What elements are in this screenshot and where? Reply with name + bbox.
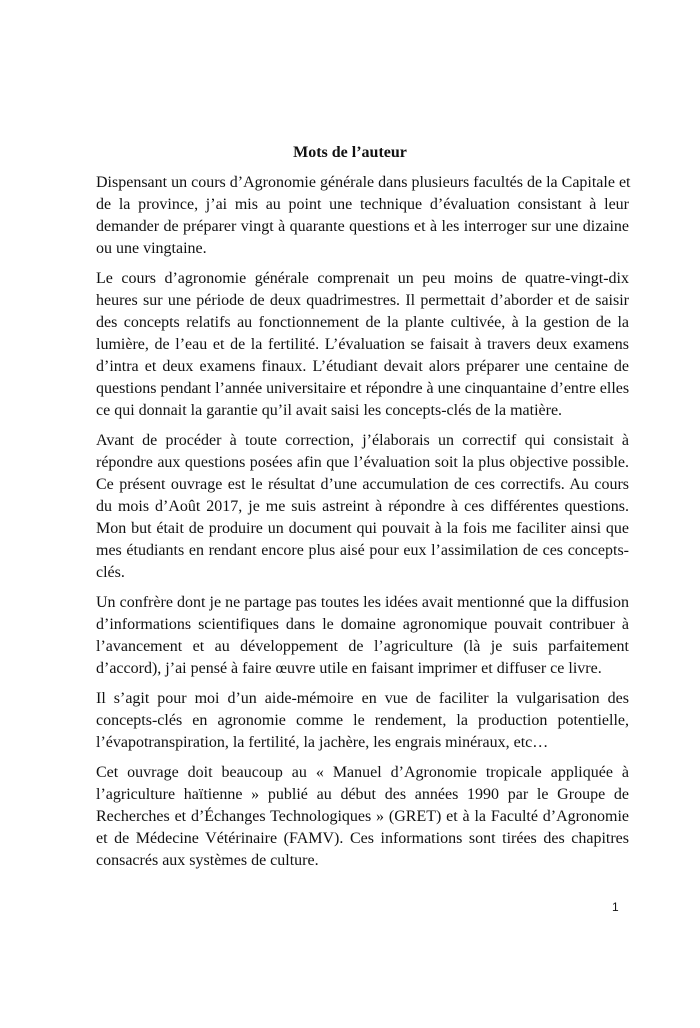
paragraph	[96, 172, 629, 260]
text-line: ce qui donnait la garantie qu’il avait saisi les concepts-clés de la matière.	[96, 402, 563, 419]
text-line: ou une vingtaine.	[96, 240, 207, 257]
text-line: Cet ouvrage doit beaucoup au « Manuel d’Agronomie tropicale appliquée à	[96, 764, 629, 781]
text-line: Recherches et d’Échanges Technologiques » (GRET) et à la Faculté d’Agronomie	[96, 808, 629, 825]
paragraph	[96, 268, 629, 422]
paragraph	[96, 688, 629, 754]
text-line: l’avancement et au développement de l’agriculture (là je suis parfaitement	[96, 638, 629, 655]
page-number: 1	[612, 900, 619, 914]
paragraph	[96, 430, 629, 584]
text-line: et de Médecine Vétérinaire (FAMV). Ces informations sont tirées des chapitres	[96, 830, 629, 847]
text-line: questions pendant l’année universitaire et répondre à une cinquantaine d’entre elles	[96, 380, 630, 397]
text-line: lumière, de l’eau et de la fertilité. L’évaluation se faisait à travers deux examens	[96, 336, 629, 353]
text-line: Avant de procéder à toute correction, j’élaborais un correctif qui consistait à	[96, 432, 629, 449]
text-line: Un confrère dont je ne partage pas toutes les idées avait mentionné que la diffusion	[96, 594, 629, 611]
text-line: des concepts relatifs au fonctionnement de la plante cultivée, à la gestion de la	[96, 314, 629, 331]
text-line: heures sur une période de deux quadrimestres. Il permettait d’aborder et de saisir	[96, 292, 629, 309]
text-line: du mois d’Août 2017, je me suis astreint à répondre à ces différentes questions.	[96, 498, 629, 515]
text-line: d’informations scientifiques dans le domaine agronomique pouvait contribuer à	[96, 616, 629, 633]
text-line: répondre aux questions posées afin que l’évaluation soit la plus objective possible.	[96, 454, 629, 471]
text-line: mes étudiants en rendant encore plus aisé pour eux l’assimilation de ces concepts-	[96, 542, 629, 559]
text-line: Mon but était de produire un document qui pouvait à la fois me faciliter ainsi que	[96, 520, 629, 537]
text-line: consacrés aux systèmes de culture.	[96, 852, 319, 869]
text-line: Le cours d’agronomie générale comprenait un peu moins de quatre-vingt-dix	[96, 270, 629, 287]
text-line: d’intra et deux examens finaux. L’étudiant devait alors préparer une centaine de	[96, 358, 629, 375]
paragraph	[96, 592, 629, 680]
text-line: l’évapotranspiration, la fertilité, la jachère, les engrais minéraux, etc…	[96, 734, 549, 751]
text-line: clés.	[96, 564, 125, 581]
paragraph	[96, 762, 629, 872]
text-line: Ce présent ouvrage est le résultat d’une accumulation de ces correctifs. Au cours	[96, 476, 629, 493]
text-line: demander de préparer vingt à quarante questions et à les interroger sur une dizaine	[96, 218, 629, 235]
page-title: Mots de l’auteur	[293, 144, 407, 161]
text-line: l’agriculture haïtienne » publié au début des années 1990 par le Groupe de	[96, 786, 629, 803]
text-line: Dispensant un cours d’Agronomie générale dans plusieurs facultés de la Capitale et	[96, 174, 631, 191]
text-line: concepts-clés en agronomie comme le rendement, la production potentielle,	[96, 712, 629, 729]
document-body	[96, 172, 629, 880]
text-line: Il s’agit pour moi d’un aide-mémoire en vue de faciliter la vulgarisation des	[96, 690, 629, 707]
text-line: d’accord), j’ai pensé à faire œuvre utile en faisant imprimer et diffuser ce livre.	[96, 660, 602, 677]
text-line: de la province, j’ai mis au point une technique d’évaluation consistant à leur	[96, 196, 629, 213]
